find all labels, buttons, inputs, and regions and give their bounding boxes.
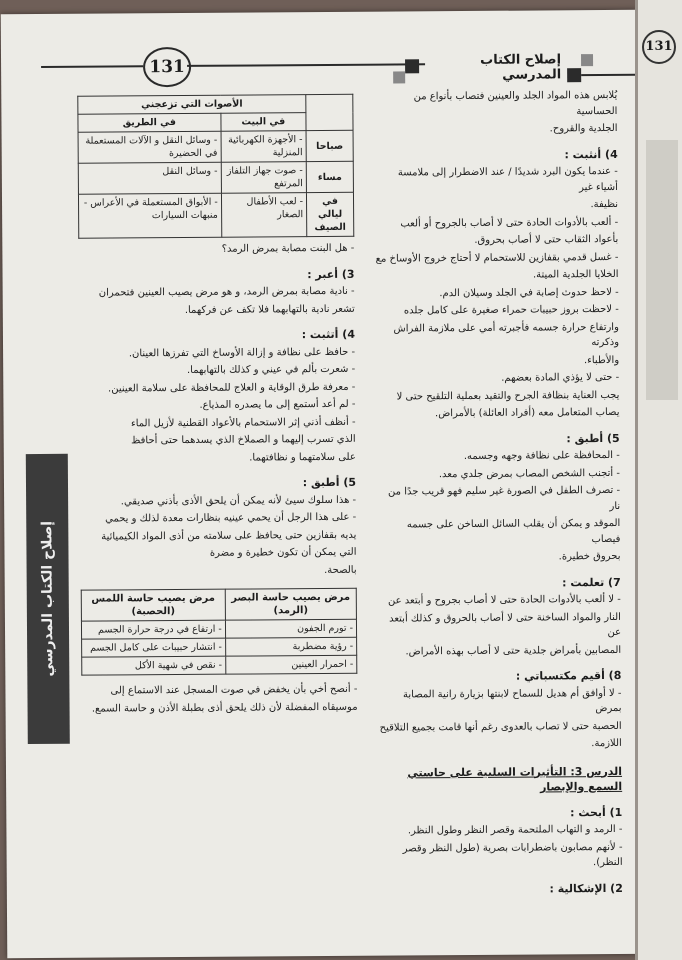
table-cell: - الأجهزة الكهربائية المنزلية: [221, 131, 306, 163]
adjacent-page-number: 131: [642, 30, 676, 64]
table-cell: - تورم الجفون: [225, 619, 356, 638]
page-number: 131: [143, 47, 191, 87]
adjacent-page-edge: [635, 0, 682, 960]
table-row: [82, 655, 357, 675]
table-cell: - ارتفاع في درجة حرارة الجسم: [81, 620, 225, 639]
table-row: [78, 161, 353, 194]
text-line: - هذا سلوك سيئ لأنه يمكن أن يلحق الأذى بأذني صديقي.: [120, 494, 357, 507]
text-line: الجلدية والقروح.: [549, 122, 618, 135]
left-column: [77, 94, 357, 719]
table-cell: - وسائل النقل و الآلات المستعملة في الحضيرة: [78, 131, 221, 163]
table-cell: - الأبواق المستعملة في الأعراس - منبهات السيارات: [78, 193, 221, 238]
table-cell: - نقص في شهية الأكل: [82, 656, 226, 675]
text-line: - معرفة طرق الوقاية و العلاج للمحافظة على سلامة العينين.: [107, 381, 356, 394]
text-line: - على هذا الرجل أن يحمي عينيه بنظارات معدة لذلك و يحمي: [105, 511, 357, 525]
text-line: موسيقاه المفضلة لأن ذلك يلحق أذى بطبلة الأذن و حاسة السمع.: [91, 701, 358, 715]
column-header-road: في الطريق: [78, 113, 221, 132]
text-line: اللازمة.: [591, 737, 622, 750]
section-heading: 3) أعبر :: [307, 267, 355, 281]
table-row: [78, 130, 353, 163]
table-corner: [306, 94, 353, 130]
header-rule-left: [41, 65, 143, 68]
text-line: - المحافظة على نظافة وجهه وجسمه.: [463, 449, 620, 463]
section-body: [80, 492, 357, 579]
text-line: - لاحظت بروز حبيبات حمراء صغيرة على كامل جلده: [403, 303, 619, 317]
text-line: - حافظ على نظافة و إزالة الأوساخ التي تفرزها العينان.: [128, 346, 356, 359]
disease-table: [81, 588, 358, 676]
text-line: - لأنهم مصابون باضطرابات بصرية (طول النظر وقصر النظر).: [402, 841, 623, 869]
table-row: [81, 619, 356, 639]
question-text: - هل البنت مصابة بمرض الرمد؟: [221, 242, 355, 255]
section-body: [376, 448, 621, 566]
text-line: الخلايا الجلدية الميتة.: [532, 268, 619, 281]
column-header-home: في البيت: [221, 113, 306, 132]
column-header-touch: مرض يصيب حاسة اللمس (الحصبة): [81, 589, 225, 621]
table-cell: - احمرار العينين: [225, 655, 356, 674]
text-line: المصابين بأمراض جلدية حتى لا أصاب بهذه الأمراض.: [405, 644, 622, 657]
text-line: يديه بقفازين حتى يحافظ على سلامته من أذى المواد الكيميائية: [101, 529, 357, 543]
section-body: [79, 284, 355, 319]
text-line: - أنظف أذني إثر الاستحمام بالأعواد القطنية لأزيل الماء: [130, 416, 356, 429]
section-heading: 7) تعلمت :: [562, 575, 621, 589]
section-heading: 4) أتثبت :: [301, 327, 356, 342]
text-line: الموقد و يمكن أن يقلب السائل الساخن على جسمه فيصاب: [406, 517, 621, 545]
text-line: يُلابس هذه المواد الجلد والعينين فتصاب بأنواع من الحساسية: [413, 89, 618, 117]
noise-table: [77, 94, 354, 239]
text-line: - لا ألعب بالأدوات الحادة حتى لا أصاب بجروح و أبتعد عن: [387, 593, 621, 607]
text-line: الذي تسرب إليهما و الصملاخ الذي يسدهما حتى أحافظ: [131, 433, 356, 447]
text-line: بالصحة.: [324, 564, 357, 576]
row-label: مساء: [306, 161, 353, 192]
row-label: في ليالي الصيف: [306, 192, 353, 236]
text-line: - لا أوافق أم هديل للسماح لابنتها بزيارة رانية المصابة بمرض: [402, 687, 622, 715]
text-line: - نادية مصابة بمرض الرمد، و هو مرض يصيب العينين فتحمران: [98, 285, 355, 299]
section-body: [377, 592, 621, 660]
section-body: [378, 822, 622, 872]
table-row: [82, 637, 357, 657]
section-heading: 2) الإشكالية :: [549, 881, 623, 895]
column-header-eye: مرض يصيب حاسة البصر (الرمد): [225, 588, 356, 620]
section-body: [79, 344, 356, 466]
text-line: - عندما يكون البرد شديدًا / عند الاضطرار إلى ملامسة أشياء غير: [397, 165, 618, 193]
row-label: صباحا: [306, 130, 353, 161]
advice-text: [81, 682, 357, 717]
table-cell: - رؤية مضطربة: [225, 637, 356, 656]
table-cell: - وسائل النقل: [78, 162, 221, 194]
table-cell: - لعب الأطفال الصغار: [221, 193, 307, 238]
table-cell: - انتشار حبيبات على كامل الجسم: [82, 638, 226, 657]
text-line: وارتفاع حرارة جسمه فأجبرته أمي على ملازمة الفراش وذكرته: [393, 321, 620, 349]
header-rule-middle: [187, 63, 425, 67]
section-heading: 8) أقيم مكتسباتي :: [515, 668, 622, 683]
section-heading: 5) أطبق :: [566, 431, 620, 445]
text-line: - غسل قدمي بقفازين للاستحمام لا أحتاج خروج الأوساخ مع: [375, 251, 619, 265]
section-heading: 4) أنثبت :: [564, 147, 618, 161]
text-line: - أنصح أخي بأن يخفض في صوت المسجل عند الاستماع إلى: [110, 683, 358, 697]
text-line: - شعرت بألم في عيني و كذلك بالتهابهما.: [186, 363, 356, 376]
intro-text: [373, 88, 617, 138]
header-rule-right: [581, 74, 637, 76]
text-line: يجب العناية بنظافة الجرح والتقيد بعملية التلقيح حتى لا: [396, 389, 620, 402]
text-line: والأطباء.: [583, 354, 620, 366]
side-tab: إصلاح الكتاب المدرسي: [26, 454, 70, 744]
right-column: [373, 88, 623, 900]
table-title: الأصوات التي تزعجني: [78, 95, 306, 115]
text-line: - تصرف الطفل في الصورة غير سليم فهو قريب جدًا من نار: [388, 484, 621, 512]
text-line: بأعواد الثقاب حتى لا أصاب بحروق.: [474, 233, 619, 246]
section-body: [374, 164, 620, 422]
text-line: تشعر نادية بالتهابهما فلا تكف عن فركهما.: [184, 303, 355, 316]
section-heading: 1) أبحث :: [570, 805, 623, 819]
text-line: النار والمواد الساخنة حتى لا أصاب بالحروق و كذلك أبتعد عن: [389, 611, 622, 639]
text-line: - ألعب بالأدوات الحادة حتى لا أصاب بالجروح أو ألعب: [400, 216, 619, 229]
text-line: بحروق خطيرة.: [558, 550, 621, 563]
text-line: الحصبة حتى لا تصاب بالعدوى رغم أنها قامت بجميع التلاقيح: [379, 720, 622, 734]
header-squares-icon: [1, 10, 637, 14]
text-line: - الرمد و التهاب الملتحمة وقصر النظر وطول النظر.: [407, 823, 623, 837]
text-line: يصاب المتعامل معه (أفراد العائلة) بالأمراض.: [434, 406, 620, 420]
section-body: [377, 685, 621, 753]
book-page: [1, 10, 644, 958]
text-line: التي يمكن أن تكون خطيرة و مضرة: [209, 546, 357, 559]
text-line: - أتجنب الشخص المصاب بمرض جلدي معد.: [438, 467, 620, 480]
text-line: - حتى لا يؤذي المادة بعضهم.: [501, 371, 620, 384]
book-title: إصلاح الكتاب المدرسي: [480, 52, 562, 83]
text-line: - لاحظ حدوث إصابة في الجلد وسيلان الدم.: [439, 286, 619, 299]
text-line: على سلامتهما و نظافتهما.: [249, 451, 356, 464]
text-line: - لم أعد أستمع إلى ما يصدره المذياع.: [199, 398, 356, 411]
table-row: [78, 192, 353, 238]
table-cell: - صوت جهاز التلفاز المرتفع: [221, 162, 306, 194]
lesson-title: الدرس 3: التأثيرات السلبية على حاستي السمع والإبصار: [407, 764, 623, 794]
adjacent-page-tab: [646, 140, 678, 400]
text-line: نظيفة.: [590, 198, 619, 211]
section-heading: 5) أطبق :: [302, 475, 357, 490]
